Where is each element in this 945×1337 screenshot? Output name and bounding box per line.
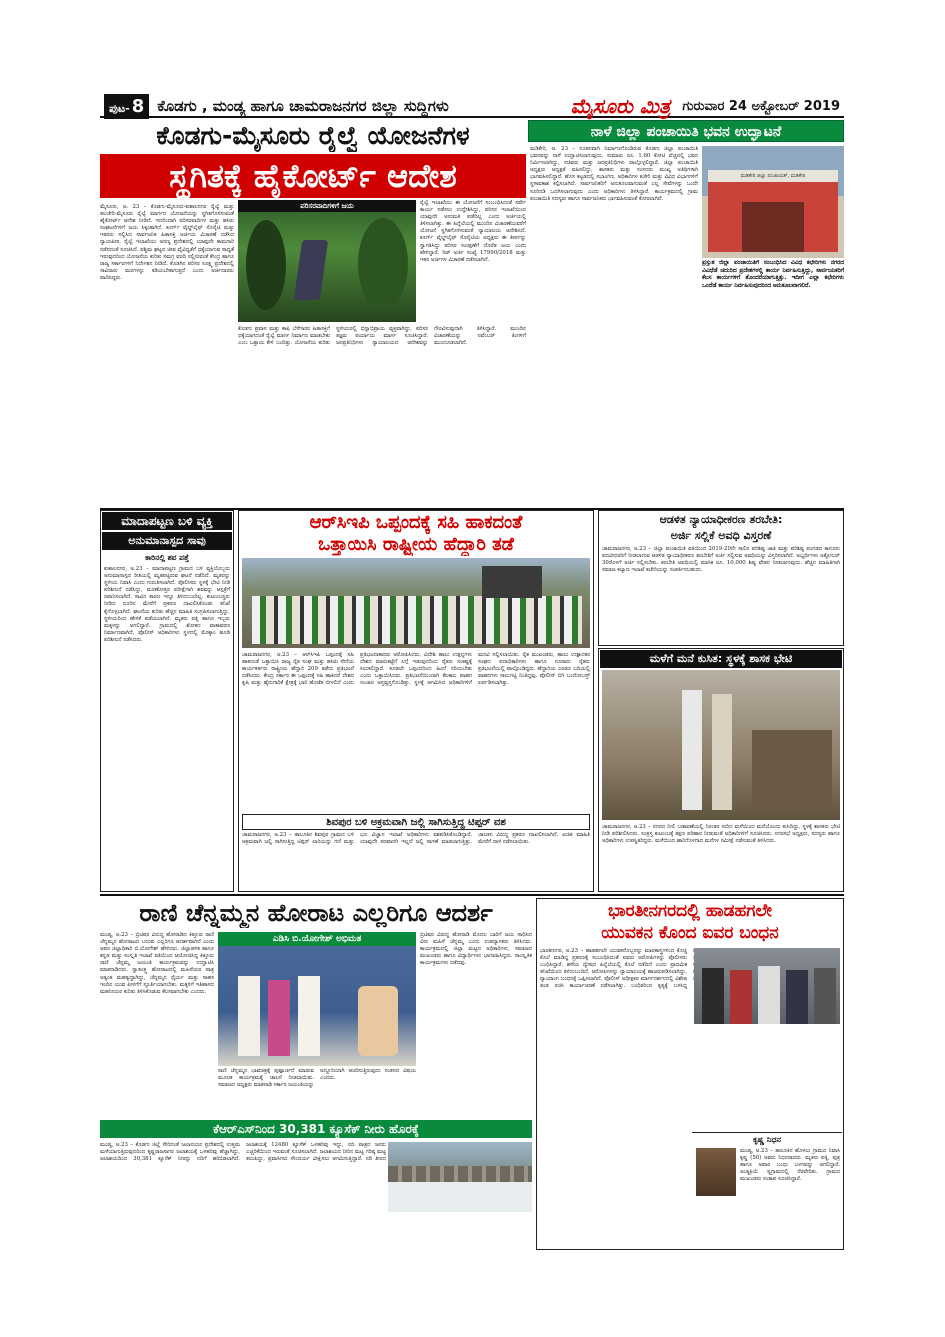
bus-shape [482,566,542,598]
arrested-accused-photo [694,948,840,1024]
tipper-body: ಚಾಮರಾಜನಗರ, ಅ.23 – ತಾಲೂಕಿನ ಶಿವಪುರ ಗ್ರಾಮದ ಬಳಿ ಅಕ್ರಮವಾಗಿ ಜಲ್ಲಿ ಸಾಗಿಸುತ್ತಿದ್ದ ಟಿಪ್ಪರ್ ಲಾರಿಯನ್ನು ಗಣಿ ಮತ್ತು ಭೂ ವಿಜ್ಞಾನ ಇಲಾಖೆ ಅಧಿಕಾರಿಗಳು ವಶಪಡಿಸಿಕೊಂಡಿದ್ದಾರೆ. ಯಾವುದೇ ಪರವಾನಗಿ ಇಲ್ಲದೆ ಜಲ್ಲಿ ಸಾಗಣೆ ಮಾಡಲಾಗುತ್ತಿತ್ತು. ಚಾಲಕನ ವಿರುದ್ಧ ಪ್ರಕರಣ ದಾಖಲಿಸಲಾಗಿದೆ. ಖಚಿತ ಮಾಹಿತಿ ಮೇರೆಗೆ ದಾಳಿ ನಡೆಸಲಾಯಿತು. [242,832,590,846]
tree-shape [358,218,408,310]
lead-body-right: ರೈಲ್ವೆ ಇಲಾಖೆಯು ಈ ಯೋಜನೆಗೆ ಸಂಬಂಧಿಸಿದಂತೆ ಸರ್ವೇ ಕಾರ್ಯ ನಡೆಸಲು ಉದ್ದೇಶಿಸಿದ್ದು, ಪರಿಸರ ಇಲಾಖೆಯಿಂದ ಯಾವುದೇ ಅನುಮತಿ ಪಡೆದಿಲ್ಲ ಎಂದು ಅರ್ಜಿಯಲ್ಲಿ ತಿಳಿಸಲಾಗಿತ್ತು. ಈ ಹಿನ್ನೆಲೆಯಲ್ಲಿ ಮುಂದಿನ ವಿಚಾರಣೆಯವರೆಗೆ ಯೋಜನೆ ಸ್ಥಗಿತಗೊಳಿಸುವಂತೆ ನ್ಯಾಯಾಲಯ ಆದೇಶಿಸಿದೆ. ಕೂರ್ಗ್ ವೈಲ್ಡ್‌ಲೈಫ್ ಸೊಸೈಟಿಯ ಅಧ್ಯಕ್ಷರು ಈ ತೀರ್ಪನ್ನು ಸ್ವಾಗತಿಸಿದ್ದು ಪರಿಸರ ಸಂರಕ್ಷಣೆಗೆ ದೊರೆತ ಜಯ ಎಂದು ಹೇಳಿದ್ದಾರೆ. ರಿಟ್ ಅರ್ಜಿ ಸಂಖ್ಯೆ 17990/2018 ಮತ್ತು ಇತರ ಅರ್ಜಿಗಳ ವಿಚಾರಣೆ ನಡೆಸಲಾಗಿದೆ. [420,200,526,263]
death-headline-1: ಮಾದಾಪಟ್ಟಣ ಬಳಿ ವ್ಯಕ್ತಿ [102,512,232,530]
divider [100,894,844,896]
issue-date: ಗುರುವಾರ 24 ಅಕ್ಟೋಬರ್ 2019 [682,98,840,114]
admin-headline-2: ಅರ್ಜಿ ಸಲ್ಲಿಕೆ ಅವಧಿ ವಿಸ್ತರಣೆ [670,529,772,542]
person-shape [702,968,724,1024]
page-header [100,96,844,118]
rani-body-bottom: ರಾಣಿ ಚೆನ್ನಮ್ಮನ ಭಾವಚಿತ್ರಕ್ಕೆ ಪುಷ್ಪಾರ್ಚನೆ ಮಾಡುವ ಮೂಲಕ ಕಾರ್ಯಕ್ರಮಕ್ಕೆ ಚಾಲನೆ ನೀಡಲಾಯಿತು. ಸಮಾಜದ ಅಧ್ಯಕ್ಷರು ಮಾತನಾಡಿ ಸರ್ಕಾರ ಜಯಂತಿಯನ್ನು ಅದ್ದೂರಿಯಾಗಿ ಆಚರಿಸುತ್ತಿರುವುದು ಸಂತಸದ ವಿಷಯ ಎಂದರು. [218,1068,416,1089]
person-shape [298,976,320,1056]
lead-headline-1: ಕೊಡಗು-ಮೈಸೂರು ರೈಲ್ವೆ ಯೋಜನೆಗಳ [156,121,470,150]
rani-body-right: ಬ್ರಿಟಿಷರ ವಿರುದ್ಧ ಹೋರಾಡಿ ಮೊದಲ ಬಾರಿಗೆ ಜಯ ಸಾಧಿಸಿದ ವೀರ ಮಹಿಳೆ ಚೆನ್ನಮ್ಮ ಎಂದು ಉಪನ್ಯಾಸಕರು ತಿಳಿಸಿದರು. ಕಾರ್ಯಕ್ರಮದಲ್ಲಿ ಜಿಲ್ಲಾ ಮಟ್ಟದ ಅಧಿಕಾರಿಗಳು, ಸಮಾಜದ ಮುಖಂಡರು ಹಾಗೂ ವಿದ್ಯಾರ್ಥಿಗಳು ಭಾಗವಹಿಸಿದ್ದರು. ಸಾಂಸ್ಕೃತಿಕ ಕಾರ್ಯಕ್ರಮಗಳು ನಡೆದವು. [420,932,532,967]
zp-building-sign: ಮಡಿಕೇರಿ ಜಿಲ್ಲಾ ಪಂಚಾಯತ್, ಮಡಿಕೇರಿ [708,170,838,182]
rubble-shape [752,730,832,810]
portrait-shape [358,986,398,1056]
person-shape [268,980,290,1056]
water-shape [388,1182,532,1212]
rani-body-left: ಮಂಡ್ಯ, ಅ.23 – ಬ್ರಿಟಿಷರ ವಿರುದ್ಧ ಹೋರಾಡಿದ ಕಿತ್ತೂರು ರಾಣಿ ಚೆನ್ನಮ್ಮನ ಹೋರಾಟದ ಬದುಕು ಎಲ್ಲರಿಗೂ ಆದರ್ಶವಾಗಿದೆ ಎಂದು ಅಪರ ಜಿಲ್ಲಾಧಿಕಾರಿ ಬಿ.ಯೋಗೇಶ್ ಹೇಳಿದರು. ಜಿಲ್ಲಾಡಳಿತ ಹಾಗೂ ಕನ್ನಡ ಮತ್ತು ಸಂಸ್ಕೃತಿ ಇಲಾಖೆ ವತಿಯಿಂದ ಆಯೋಜಿಸಿದ್ದ ಕಿತ್ತೂರು ರಾಣಿ ಚೆನ್ನಮ್ಮ ಜಯಂತಿ ಕಾರ್ಯಕ್ರಮವನ್ನು ಉದ್ಘಾಟಿಸಿ ಮಾತನಾಡಿದರು. ಸ್ವಾತಂತ್ರ್ಯ ಹೋರಾಟದಲ್ಲಿ ಮಹಿಳೆಯರ ಪಾತ್ರ ಅತ್ಯಂತ ಮಹತ್ವದ್ದಾಗಿದ್ದು, ಚೆನ್ನಮ್ಮನ ಧೈರ್ಯ ಮತ್ತು ಸಾಹಸ ಇಂದಿನ ಯುವ ಪೀಳಿಗೆಗೆ ಸ್ಫೂರ್ತಿಯಾಗಬೇಕು. ಮಕ್ಕಳಿಗೆ ಇತಿಹಾಸದ ಮಹನೀಯರ ಕುರಿತು ತಿಳಿಸಿಕೊಡುವ ಕೆಲಸವಾಗಬೇಕು ಎಂದರು. [100,932,214,995]
tree-shape [246,220,286,310]
collapsed-house-photo [602,670,840,820]
bharathi-body: ಭಾರತೀನಗರ, ಅ.23 – ಹಾಡಹಗಲೇ ಯುವಕನೊಬ್ಬನನ್ನು ಮಾರಕಾಸ್ತ್ರಗಳಿಂದ ಕೊಚ್ಚಿ ಕೊಲೆ ಮಾಡಿದ್ದ ಪ್ರಕರಣಕ್ಕೆ ಸಂಬಂಧಿಸಿದಂತೆ ಐವರು ಆರೋಪಿಗಳನ್ನು ಪೊಲೀಸರು ಬಂಧಿಸಿದ್ದಾರೆ. ಹಳೆಯ ದ್ವೇಷದ ಹಿನ್ನೆಲೆಯಲ್ಲಿ ಕೊಲೆ ನಡೆದಿದೆ ಎಂದು ಪ್ರಾಥಮಿಕ ತನಿಖೆಯಿಂದ ತಿಳಿದುಬಂದಿದೆ. ಆರೋಪಿಗಳನ್ನು ನ್ಯಾಯಾಲಯಕ್ಕೆ ಹಾಜರುಪಡಿಸಲಾಗಿದ್ದು, ನ್ಯಾಯಾಂಗ ಬಂಧನಕ್ಕೆ ಒಪ್ಪಿಸಲಾಗಿದೆ. ಪೊಲೀಸ್ ಅಧೀಕ್ಷಕರ ಮಾರ್ಗದರ್ಶನದಲ್ಲಿ ವಿಶೇಷ ತಂಡ ರಚಿಸಿ ಕಾರ್ಯಾಚರಣೆ ನಡೆಸಲಾಗಿತ್ತು. ಬಂಧಿತರಿಂದ ಕೃತ್ಯಕ್ಕೆ ಬಳಸಿದ್ದ [540,948,687,990]
zp-pull-quote: ಪ್ರಸ್ತುತ ಜಿಲ್ಲಾ ಪಂಚಾಯಿತಿಗೆ ಸಂಬಂಧಿಸಿದ ವಿವಿಧ ಕಛೇರಿಗಳು ನಗರದ ವಿವಿಧೆಡೆ ಚದುರಿದ ಪ್ರದೇಶಗಳಲ್ಲಿ ಕಾರ್ಯ ನಿರ್ವಹಿಸುತ್ತಿದ್ದು, ಸಾರ್ವಜನಿಕರಿಗೆ ಕೆಲಸ ಕಾರ್ಯಗಳಿಗೆ ತೊಂದರೆಯಾಗುತ್ತಿತ್ತು. ಇದೀಗ ಎಲ್ಲಾ ಕಛೇರಿಗಳು ಒಂದೆಡೆ ಕಾರ್ಯ ನಿರ್ವಹಿಸುವುದರಿಂದ ಅನುಕೂಲವಾಗಲಿದೆ. [702,260,844,289]
tipper-headline: ಶಿವಪುರ ಬಳಿ ಅಕ್ರಮವಾಗಿ ಜಲ್ಲಿ ಸಾಗಿಸುತ್ತಿದ್ದ ಟಿಪ್ಪರ್ ವಶ [242,814,590,830]
building-entrance [742,202,804,252]
train-shape [294,240,328,300]
person-shape [238,976,260,1056]
admin-body: ಚಾಮರಾಜನಗರ, ಅ.23 – ಜಿಲ್ಲಾ ಪಂಚಾಯಿತಿ ವತಿಯಿಂದ 2019-20ನೇ ಸಾಲಿನ ಪರಿಶಿಷ್ಟ ಜಾತಿ ಮತ್ತು ಪರಿಶಿಷ್ಟ ಪಂಗಡದ ಕಾನೂನು ಪದವೀಧರರಿಗೆ ನೀಡಲಾಗುವ ಆಡಳಿತ ನ್ಯಾಯಾಧೀಕರಣ ತರಬೇತಿಗೆ ಅರ್ಜಿ ಸಲ್ಲಿಸುವ ಅವಧಿಯನ್ನು ವಿಸ್ತರಿಸಲಾಗಿದೆ. ಅಭ್ಯರ್ಥಿಗಳು ಅಕ್ಟೋಬರ್ 30ರೊಳಗೆ ಅರ್ಜಿ ಸಲ್ಲಿಸಬೇಕು. ತರಬೇತಿ ಅವಧಿಯಲ್ಲಿ ಮಾಸಿಕ ರೂ. 10,000 ಶಿಷ್ಯ ವೇತನ ನೀಡಲಾಗುವುದು. ಹೆಚ್ಚಿನ ಮಾಹಿತಿಗಾಗಿ ಸಮಾಜ ಕಲ್ಯಾಣ ಇಲಾಖೆ ಕಚೇರಿಯನ್ನು ಸಂಪರ್ಕಿಸಬಹುದು. [602,546,840,574]
bharathi-headline-1: ಭಾರತೀನಗರದಲ್ಲಿ ಹಾಡಹಗಲೇ [607,901,773,921]
rani-headline: ರಾಣಿ ಚೆನ್ನಮ್ಮನ ಹೋರಾಟ ಎಲ್ಲರಿಗೂ ಆದರ್ಶ [139,899,493,927]
obituary-title: ಕೃಷ್ಣ ನಿಧನ [753,1135,781,1144]
person-shape [786,970,808,1024]
rani-photo-label: ಎಡಿಸಿ ಬಿ.ಯೋಗೇಶ್ ಅಭಿಮತ [218,932,416,946]
bharathi-headline-2: ಯುವಕನ ಕೊಂದ ಐವರ ಬಂಧನ [601,923,779,943]
rcep-headline-2: ಒತ್ತಾಯಿಸಿ ರಾಷ್ಟ್ರೀಯ ಹೆದ್ದಾರಿ ತಡೆ [318,534,514,555]
death-subheadline: ಕಾರಿನಲ್ಲಿ ಶವ ಪತ್ತೆ [145,553,189,562]
person-shape [730,970,752,1024]
lead-photo-label: ಪರಿಸರವಾದಿಗಳಿಗೆ ಜಯ [238,200,416,212]
death-headline-2: ಅನುಮಾನಾಸ್ಪದ ಸಾವು [102,532,232,550]
zp-building-photo [702,146,844,258]
dam-gates-shape [388,1166,532,1182]
masthead: ಮೈಸೂರು ಮಿತ್ರ [570,94,671,118]
obituary-body: ಮಂಡ್ಯ, ಅ.23 – ತಾಲೂಕಿನ ಹೊಳಲು ಗ್ರಾಮದ ನಿವಾಸಿ ಕೃಷ್ಣ (50) ಅವರು ನಿಧನರಾದರು. ಮೃತರು ಪತ್ನಿ, ಪುತ್ರ ಹಾಗೂ ಅಪಾರ ಬಂಧು ಬಳಗವನ್ನು ಅಗಲಿದ್ದಾರೆ. ಅಂತ್ಯಕ್ರಿಯೆ ಸ್ವಗ್ರಾಮದಲ್ಲಿ ನೆರವೇರಿತು. ಗ್ರಾಮದ ಮುಖಂಡರು ಸಂತಾಪ ಸೂಚಿಸಿದ್ದಾರೆ. [740,1148,840,1183]
admin-headline-1: ಆಡಳಿತ ನ್ಯಾಯಾಧೀಕರಣ ತರಬೇತಿ: [659,513,783,526]
newspaper-page [100,96,844,1251]
lead-body-left: ಮೈಸೂರು, ಅ. 23 – ಕೊಡಗು-ಮೈಸೂರು-ಕುಶಾಲನಗರ ರೈಲ್ವೆ ಮತ್ತು ತಲಚೇರಿ-ಮೈಸೂರು ರೈಲ್ವೆ ಮಾರ್ಗದ ಯೋಜನೆಯನ್ನು ಸ್ಥಗಿತಗೊಳಿಸುವಂತೆ ಹೈಕೋರ್ಟ್ ಆದೇಶ ನೀಡಿದೆ. ಇದರಿಂದಾಗಿ ಪರಿಸರವಾದಿಗಳ ಮತ್ತು ಹಸಿರು ಸಂಘಟನೆಗಳಿಗೆ ಜಯ ಸಿಕ್ಕಂತಾಗಿದೆ. ಕೂರ್ಗ್ ವೈಲ್ಡ್‌ಲೈಫ್ ಸೊಸೈಟಿ ಮತ್ತು ಇತರರು ಸಲ್ಲಿಸಿದ ಸಾರ್ವಜನಿಕ ಹಿತಾಸಕ್ತಿ ಅರ್ಜಿಯ ವಿಚಾರಣೆ ನಡೆಸಿದ ನ್ಯಾಯಪೀಠ, ರೈಲ್ವೆ ಇಲಾಖೆಯು ಅರಣ್ಯ ಪ್ರದೇಶದಲ್ಲಿ ಯಾವುದೇ ಕಾಮಗಾರಿ ನಡೆಸದಂತೆ ಸೂಚಿಸಿದೆ. ಪಶ್ಚಿಮ ಘಟ್ಟದ ಜೀವ ವೈವಿಧ್ಯತೆಗೆ ಧಕ್ಕೆಯಾಗುವ ಸಾಧ್ಯತೆ ಇರುವುದರಿಂದ ಯೋಜನೆಯ ಕುರಿತು ಸಮಗ್ರ ವರದಿ ಸಲ್ಲಿಸುವಂತೆ ಕೇಂದ್ರ ಹಾಗೂ ರಾಜ್ಯ ಸರ್ಕಾರಗಳಿಗೆ ನಿರ್ದೇಶನ ನೀಡಿದೆ. ಕೊಡಗಿನ ಪರಿಸರ ಸೂಕ್ಷ್ಮ ಪ್ರದೇಶದಲ್ಲಿ ಸಾವಿರಾರು ಮರಗಳನ್ನು ಕಡಿಯಬೇಕಾಗುತ್ತದೆ ಎಂದು ಅರ್ಜಿದಾರರು ವಾದಿಸಿದ್ದರು. [100,204,234,281]
section-title: ಕೊಡಗು , ಮಂಡ್ಯ ಹಾಗೂ ಚಾಮರಾಜನಗರ ಜಿಲ್ಲಾ ಸುದ್ದಿಗಳು [157,97,449,115]
page-prefix: ಪುಟ- [109,101,130,115]
lead-headline-2: ಸ್ಥಗಿತಕ್ಕೆ ಹೈಕೋರ್ಟ್ ಆದೇಶ [100,154,526,198]
rani-event-photo [218,946,416,1066]
krs-headline: ಕೆಆರ್‌ಎಸ್‌ನಿಂದ 30,381 ಕ್ಯೂಸೆಕ್ ನೀರು ಹೊರಕ್ಕೆ [100,1120,532,1138]
krs-body: ಮಂಡ್ಯ, ಅ.23 – ಕೊಡಗು ಜಿಲ್ಲೆ ಸೇರಿದಂತೆ ಜಲಾನಯನ ಪ್ರದೇಶದಲ್ಲಿ ಉತ್ತಮ ಮಳೆಯಾಗುತ್ತಿರುವುದರಿಂದ ಕೃಷ್ಣರಾಜಸಾಗರ ಜಲಾಶಯಕ್ಕೆ ಒಳಹರಿವು ಹೆಚ್ಚಾಗಿದ್ದು, ಜಲಾಶಯದಿಂದ 30,381 ಕ್ಯೂಸೆಕ್ ನೀರನ್ನು ನದಿಗೆ ಹರಿಬಿಡಲಾಗಿದೆ. ಜಲಾಶಯಕ್ಕೆ 12480 ಕ್ಯೂಸೆಕ್ ಒಳಹರಿವು ಇದ್ದು, ನದಿ ಪಾತ್ರದ ಜನರು ಎಚ್ಚರಿಕೆಯಿಂದ ಇರುವಂತೆ ಸೂಚಿಸಲಾಗಿದೆ. ಜಲಾಶಯದ ನೀರಿನ ಮಟ್ಟ ಗರಿಷ್ಠ ಮಟ್ಟ ತಲುಪಿದ್ದು, ಪ್ರವಾಸಿಗರು ಸೌಂದರ್ಯ ವೀಕ್ಷಿಸಲು ಆಗಮಿಸುತ್ತಿದ್ದಾರೆ. ನದಿ ತೀರದ [100,1142,386,1163]
person-shape [682,690,702,810]
dam-photo [388,1142,532,1212]
rcep-headline-1: ಆರ್‌ಸಿಇಪಿ ಒಪ್ಪಂದಕ್ಕೆ ಸಹಿ ಹಾಕದಂತೆ [309,512,523,533]
lead-body-bottom: ಕೊಡಗು ಪ್ರವಾಸ ಮತ್ತು ಕಾಫಿ ಬೆಳೆಗಾರರ ಹಿತಾಸಕ್ತಿಗೆ ಧಕ್ಕೆಯಾಗದಂತೆ ರೈಲ್ವೆ ಮಾರ್ಗ ನಿರ್ಮಾಣ ಮಾಡಬೇಕು ಎಂಬ ಒತ್ತಾಯ ಕೇಳಿ ಬಂದಿತ್ತು. ಯೋಜನೆಯ ಕುರಿತು ಸ್ಥಳೀಯರಲ್ಲಿ ಭಿನ್ನಾಭಿಪ್ರಾಯ ವ್ಯಕ್ತವಾಗಿದ್ದು, ಪರಿಸರ ತಜ್ಞರು ಪರ್ಯಾಯ ಮಾರ್ಗ ಸೂಚಿಸಿದ್ದಾರೆ. ಜನಪ್ರತಿನಿಧಿಗಳು ನ್ಯಾಯಾಲಯದ ಆದೇಶವನ್ನು ಗೌರವಿಸುವುದಾಗಿ ತಿಳಿಸಿದ್ದಾರೆ. ಮುಂದಿನ ವಿಚಾರಣೆಯನ್ನು ನವೆಂಬರ್ ತಿಂಗಳಿಗೆ ಮುಂದೂಡಲಾಗಿದೆ. [238,326,526,347]
zp-body: ಮಡಿಕೇರಿ, ಅ. 23 – ನೂತನವಾಗಿ ನಿರ್ಮಾಣಗೊಂಡಿರುವ ಕೊಡಗು ಜಿಲ್ಲಾ ಪಂಚಾಯಿತಿ ಭವನವನ್ನು ನಾಳೆ ಉದ್ಘಾಟಿಸಲಾಗುವುದು. ಸುಮಾರು ರೂ. 1.60 ಕೋಟಿ ವೆಚ್ಚದಲ್ಲಿ ಭವನ ನಿರ್ಮಿಸಲಾಗಿದ್ದು, ಸಚಿವರು ಮತ್ತು ಜನಪ್ರತಿನಿಧಿಗಳು ಪಾಲ್ಗೊಳ್ಳಲಿದ್ದಾರೆ. ಜಿಲ್ಲಾ ಪಂಚಾಯಿತಿ ಅಧ್ಯಕ್ಷರು ಅಧ್ಯಕ್ಷತೆ ವಹಿಸಲಿದ್ದು, ಶಾಸಕರು ಮತ್ತು ಸಂಸದರು ಮುಖ್ಯ ಅತಿಥಿಗಳಾಗಿ ಭಾಗವಹಿಸಲಿದ್ದಾರೆ. ಹೊಸ ಕಟ್ಟಡದಲ್ಲಿ ಸಭಾಂಗಣ, ಅಧಿಕಾರಿಗಳ ಕಚೇರಿ ಮತ್ತು ವಿವಿಧ ವಿಭಾಗಗಳಿಗೆ ಸ್ಥಳಾವಕಾಶ ಕಲ್ಪಿಸಲಾಗಿದೆ. ಸಾರ್ವಜನಿಕರಿಗೆ ಅನುಕೂಲವಾಗುವಂತೆ ಎಲ್ಲ ಸೇವೆಗಳನ್ನು ಒಂದೇ ಸೂರಿನಡಿ ಒದಗಿಸಲಾಗುವುದು ಎಂದು ಅಧಿಕಾರಿಗಳು ತಿಳಿಸಿದ್ದಾರೆ. ಕಾರ್ಯಕ್ರಮದಲ್ಲಿ ಗ್ರಾಮ ಪಂಚಾಯಿತಿ ಸದಸ್ಯರು ಹಾಗೂ ಸಾರ್ವಜನಿಕರು ಭಾಗವಹಿಸುವಂತೆ ಕೋರಲಾಗಿದೆ. [530,146,698,202]
death-body: ಕುಶಾಲನಗರ, ಅ.23 – ಮಾದಾಪಟ್ಟಣ ಗ್ರಾಮದ ಬಳಿ ವ್ಯಕ್ತಿಯೊಬ್ಬರು ಅನುಮಾನಾಸ್ಪದ ರೀತಿಯಲ್ಲಿ ಮೃತಪಟ್ಟಿರುವ ಘಟನೆ ನಡೆದಿದೆ. ಮೃತರನ್ನು ಸ್ಥಳೀಯ ನಿವಾಸಿ ಎಂದು ಗುರುತಿಸಲಾಗಿದೆ. ಪೊಲೀಸರು ಸ್ಥಳಕ್ಕೆ ಭೇಟಿ ನೀಡಿ ಪರಿಶೀಲನೆ ನಡೆಸಿದ್ದು, ಮರಣೋತ್ತರ ಪರೀಕ್ಷೆಗಾಗಿ ಶವವನ್ನು ಆಸ್ಪತ್ರೆಗೆ ರವಾನಿಸಲಾಗಿದೆ. ಸಾವಿನ ಕಾರಣ ಇನ್ನೂ ತಿಳಿದುಬಂದಿಲ್ಲ. ಕುಟುಂಬಸ್ಥರು ನೀಡಿದ ದೂರಿನ ಮೇರೆಗೆ ಪ್ರಕರಣ ದಾಖಲಿಸಿಕೊಂಡು ತನಿಖೆ ಕೈಗೊಳ್ಳಲಾಗಿದೆ. ಘಟನೆಯ ಕುರಿತು ಹೆಚ್ಚಿನ ಮಾಹಿತಿ ಸಂಗ್ರಹಿಸಲಾಗುತ್ತಿದ್ದು, ಸ್ಥಳೀಯರಿಂದ ಹೇಳಿಕೆ ಪಡೆಯಲಾಗಿದೆ. ಮೃತರು ಪತ್ನಿ ಹಾಗೂ ಇಬ್ಬರು ಮಕ್ಕಳನ್ನು ಅಗಲಿದ್ದಾರೆ. ಗ್ರಾಮದಲ್ಲಿ ಶೋಕದ ವಾತಾವರಣ ನಿರ್ಮಾಣವಾಗಿದೆ. ಪೊಲೀಸ್ ಅಧಿಕಾರಿಗಳು ಸ್ಥಳದಲ್ಲಿ ಮೊಕ್ಕಾಂ ಹೂಡಿ ಪರಿಶೀಲನೆ ನಡೆಸಿದರು. [104,566,230,643]
person-shape [758,966,780,1024]
rain-headline: ಮಳೆಗೆ ಮನೆ ಕುಸಿತ: ಸ್ಥಳಕ್ಕೆ ಶಾಸಕ ಭೇಟಿ [600,650,842,668]
obituary-portrait [696,1148,736,1196]
zp-headline: ನಾಳೆ ಜಿಲ್ಲಾ ಪಂಚಾಯಿತಿ ಭವನ ಉದ್ಘಾಟನೆ [528,120,844,142]
person-shape [712,694,732,810]
page-number-badge [104,94,149,119]
crowd-shape [252,596,582,644]
page-number: 8 [131,95,145,117]
rcep-body: ಚಾಮರಾಜನಗರ, ಅ.23 – ಆರ್‌ಸಿಇಪಿ ಒಪ್ಪಂದಕ್ಕೆ ಸಹಿ ಹಾಕದಂತೆ ಒತ್ತಾಯಿಸಿ ರಾಜ್ಯ ರೈತ ಸಂಘ ಮತ್ತು ಹಸಿರು ಸೇನೆಯ ಕಾರ್ಯಕರ್ತರು ರಾಷ್ಟ್ರೀಯ ಹೆದ್ದಾರಿ 209 ತಡೆದು ಪ್ರತಿಭಟನೆ ನಡೆಸಿದರು. ಕೇಂದ್ರ ಸರ್ಕಾರ ಈ ಒಪ್ಪಂದಕ್ಕೆ ಸಹಿ ಹಾಕಿದರೆ ದೇಶದ ಕೃಷಿ ಮತ್ತು ಹೈನುಗಾರಿಕೆ ಕ್ಷೇತ್ರಕ್ಕೆ ಭಾರಿ ಹೊಡೆತ ಬೀಳಲಿದೆ ಎಂದು ಪ್ರತಿಭಟನಾಕಾರರು ಆರೋಪಿಸಿದರು. ವಿದೇಶಿ ಹಾಲು ಉತ್ಪನ್ನಗಳು ದೇಶದ ಮಾರುಕಟ್ಟೆಗೆ ಲಗ್ಗೆ ಇಡುವುದರಿಂದ ರೈತರು ಸಂಕಷ್ಟಕ್ಕೆ ಸಿಲುಕಲಿದ್ದಾರೆ. ಕೂಡಲೇ ಒಪ್ಪಂದದಿಂದ ಹಿಂದೆ ಸರಿಯಬೇಕು ಎಂದು ಒತ್ತಾಯಿಸಿದರು. ಪ್ರತಿಭಟನೆಯಿಂದಾಗಿ ಕೆಲಕಾಲ ವಾಹನ ಸಂಚಾರ ಅಸ್ತವ್ಯಸ್ತಗೊಂಡಿತ್ತು. ಸ್ಥಳಕ್ಕೆ ಆಗಮಿಸಿದ ಅಧಿಕಾರಿಗಳಿಗೆ ಮನವಿ ಸಲ್ಲಿಸಲಾಯಿತು. ರೈತ ಮುಖಂಡರು, ಹಾಲು ಉತ್ಪಾದಕರ ಸಂಘದ ಪದಾಧಿಕಾರಿಗಳು ಹಾಗೂ ನೂರಾರು ರೈತರು ಪ್ರತಿಭಟನೆಯಲ್ಲಿ ಪಾಲ್ಗೊಂಡಿದ್ದರು. ಹೆದ್ದಾರಿಯ ಎರಡೂ ಬದಿಯಲ್ಲಿ ವಾಹನಗಳು ಸಾಲುಗಟ್ಟಿ ನಿಂತಿದ್ದವು. ಪೊಲೀಸ್ ಬಿಗಿ ಬಂದೋಬಸ್ತ್ ಏರ್ಪಡಿಸಲಾಗಿತ್ತು. [242,652,590,687]
protest-photo [242,558,590,648]
train-forest-photo [238,200,416,322]
person-shape [814,968,836,1024]
rain-body: ಚಾಮರಾಜನಗರ, ಅ.23 – ನಗರದ ನೀಲಿ ಬಡಾವಣೆಯಲ್ಲಿ ನಿರಂತರ ಸುರಿದ ಮಳೆಯಿಂದ ಮನೆಯೊಂದು ಕುಸಿದಿದ್ದು, ಸ್ಥಳಕ್ಕೆ ಶಾಸಕರು ಭೇಟಿ ನೀಡಿ ಪರಿಶೀಲಿಸಿದರು. ಸಂತ್ರಸ್ತ ಕುಟುಂಬಕ್ಕೆ ತಕ್ಷಣ ಪರಿಹಾರ ನೀಡುವಂತೆ ಅಧಿಕಾರಿಗಳಿಗೆ ಸೂಚಿಸಿದರು. ನಗರಸಭೆ ಅಧ್ಯಕ್ಷರು, ಸದಸ್ಯರು ಹಾಗೂ ಅಧಿಕಾರಿಗಳು ಉಪಸ್ಥಿತರಿದ್ದರು. ಮಳೆಯಿಂದ ಹಾನಿಗೊಳಗಾದ ಮನೆಗಳ ಸಮೀಕ್ಷೆ ನಡೆಸುವಂತೆ ತಿಳಿಸಿದರು. [602,824,840,845]
